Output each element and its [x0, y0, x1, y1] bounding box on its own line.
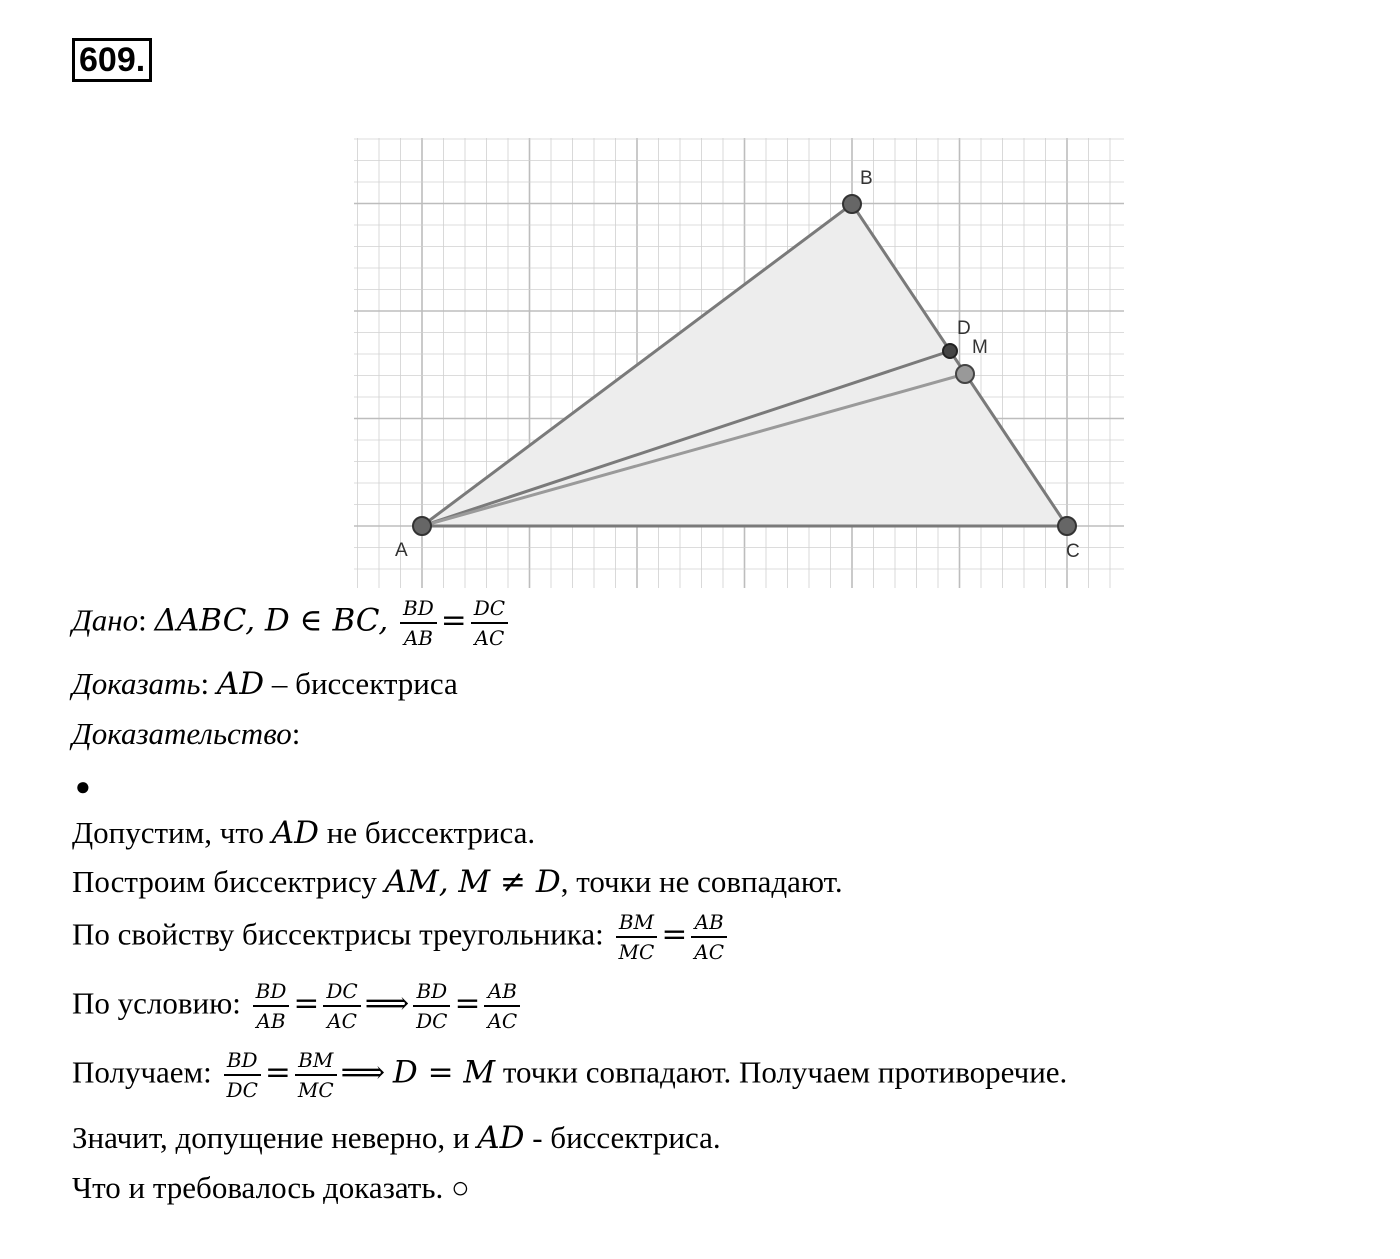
step-text: По свойству биссектрисы треугольника:	[72, 916, 612, 952]
frac-den: AC	[487, 1009, 518, 1033]
step-math: D = M	[392, 1054, 496, 1091]
step-frac	[616, 912, 658, 963]
frac-num: AB	[484, 981, 520, 1007]
step-text: Построим биссектрису	[72, 864, 385, 899]
frac-num: DC	[323, 981, 360, 1007]
frac-den: AC	[327, 1009, 357, 1033]
implies-sign: ⟹	[340, 1054, 386, 1091]
point-d	[943, 344, 957, 358]
step-frac	[413, 981, 450, 1032]
step-text: Что и требовалось доказать. ○	[72, 1170, 470, 1205]
step-2	[72, 864, 843, 900]
frac-num: BM	[295, 1050, 337, 1076]
point-b	[843, 195, 861, 213]
step-text: Значит, допущение неверно, и	[72, 1120, 478, 1155]
step-text: не биссектриса.	[318, 815, 536, 850]
bullet: ●	[75, 772, 91, 801]
frac-den: MC	[297, 1078, 334, 1102]
step-text: - биссектриса.	[524, 1120, 721, 1155]
step-frac	[691, 912, 727, 963]
step-6	[72, 1120, 721, 1156]
label-d: D	[957, 318, 971, 339]
point-m	[956, 365, 974, 383]
step-text: , точки не совпадают.	[560, 864, 843, 899]
prove-colon: :	[200, 666, 210, 701]
given-colon: :	[138, 602, 147, 638]
step-text: Получаем:	[72, 1054, 220, 1090]
prove-line	[72, 666, 458, 702]
label-b: B	[860, 168, 873, 189]
label-a: A	[395, 540, 408, 561]
given-label: Дано	[72, 602, 139, 638]
step-frac	[253, 981, 290, 1032]
proof-heading	[72, 716, 300, 752]
equals-sign: =	[293, 985, 320, 1022]
step-frac	[484, 981, 520, 1032]
step-frac	[295, 1050, 337, 1101]
proof-label: Доказательство	[72, 716, 292, 751]
frac-den: DC	[226, 1078, 258, 1102]
frac-num: BD	[224, 1050, 261, 1076]
triangle-figure	[0, 0, 1400, 600]
implies-sign: ⟹	[364, 985, 410, 1022]
given-frac-2	[471, 598, 508, 649]
frac-num: AB	[691, 912, 727, 938]
frac-den: AB	[403, 626, 433, 650]
step-text: точки совпадают. Получаем противоречие.	[495, 1054, 1068, 1090]
step-1	[72, 815, 535, 851]
label-c: C	[1066, 541, 1080, 562]
equals-sign: =	[264, 1054, 291, 1091]
frac-num: BD	[253, 981, 290, 1007]
problem-number: 609.	[72, 38, 152, 82]
equals-sign: =	[661, 916, 688, 953]
frac-den: DC	[416, 1009, 448, 1033]
label-m: M	[972, 337, 988, 358]
given-frac-1	[400, 598, 437, 649]
frac-num: BD	[413, 981, 450, 1007]
frac-den: MC	[618, 940, 655, 964]
prove-label: Доказать	[72, 666, 201, 701]
step-text: Допустим, что	[72, 815, 272, 850]
equals-sign: =	[454, 985, 481, 1022]
point-a	[413, 517, 431, 535]
point-c	[1058, 517, 1076, 535]
prove-math: AD	[216, 666, 265, 702]
frac-den: AC	[474, 626, 505, 650]
step-5	[72, 1050, 1067, 1101]
step-4	[72, 981, 524, 1032]
step-frac	[224, 1050, 261, 1101]
frac-num: BD	[400, 598, 437, 624]
step-frac	[323, 981, 360, 1032]
frac-num: DC	[471, 598, 508, 624]
frac-den: AC	[694, 940, 725, 964]
step-math: AD	[477, 1120, 525, 1156]
step-3	[72, 912, 731, 963]
frac-den: AB	[256, 1009, 286, 1033]
given-line	[72, 598, 512, 649]
step-7	[72, 1170, 470, 1206]
frac-num: BM	[616, 912, 658, 938]
step-math: AM, M ≠ D	[384, 864, 561, 900]
step-text: По условию:	[72, 985, 249, 1021]
given-statement: ΔABC, D ∈ BC,	[154, 602, 389, 639]
prove-text: – биссектриса	[264, 666, 458, 701]
proof-colon: :	[291, 716, 301, 751]
step-math: AD	[271, 815, 319, 851]
equals-sign: =	[440, 602, 467, 639]
